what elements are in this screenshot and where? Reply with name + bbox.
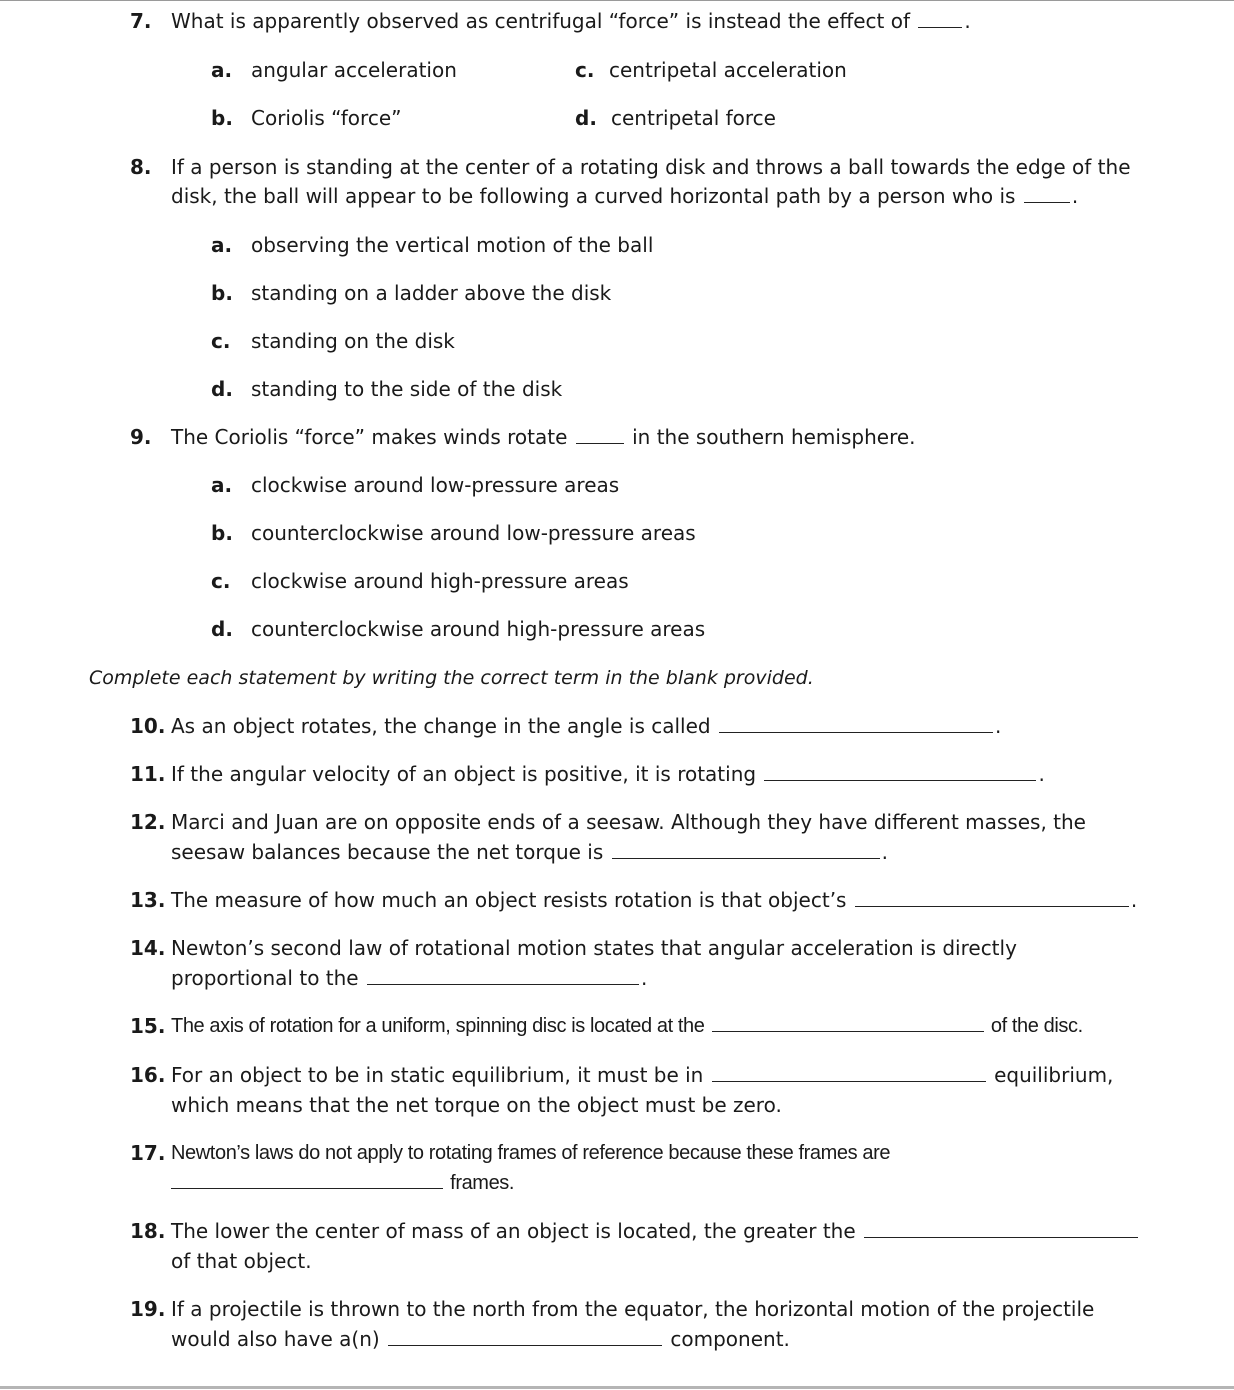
period: . [1038, 762, 1045, 786]
q9-option-b-letter: b. [211, 521, 233, 545]
question-8-line-1: If a person is standing at the center of a rotating disk and throws a ball towards the edge of the [171, 155, 1131, 179]
question-12-line-1: Marci and Juan are on opposite ends of a seesaw. Although they have different masses, the [171, 810, 1086, 834]
q8-option-c[interactable]: standing on the disk [251, 329, 455, 353]
question-19-number: 19. [130, 1297, 166, 1321]
q9-option-a[interactable]: clockwise around low-pressure areas [251, 473, 620, 497]
question-7-text [171, 8, 971, 34]
question-16-line-1 [171, 1062, 1113, 1088]
q7-option-b[interactable]: Coriolis “force” [251, 106, 402, 130]
question-15-number: 15. [130, 1014, 166, 1038]
q7-option-a[interactable]: angular acceleration [251, 58, 457, 82]
question-16-number: 16. [130, 1063, 166, 1087]
question-7-stem: What is apparently observed as centrifugal “force” is instead the effect of [171, 9, 910, 33]
period: . [964, 9, 971, 33]
q8-option-b-letter: b. [211, 281, 233, 305]
question-19-after: component. [670, 1327, 790, 1351]
question-18-stem: The lower the center of mass of an object is located, the greater the [171, 1219, 856, 1243]
question-17-line-1: Newton’s laws do not apply to rotating frames of reference because these frames are [171, 1142, 891, 1164]
question-11-text [171, 761, 1045, 787]
question-14-line-2 [171, 965, 647, 991]
question-9-before: The Coriolis “force” makes winds rotate [171, 425, 568, 449]
question-15-blank[interactable] [712, 1013, 984, 1032]
q9-option-c[interactable]: clockwise around high-pressure areas [251, 569, 629, 593]
question-13-blank[interactable] [855, 888, 1129, 907]
q9-option-d[interactable]: counterclockwise around high-pressure areas [251, 617, 706, 641]
period: . [640, 966, 648, 990]
q7-option-c[interactable]: centripetal acceleration [609, 58, 847, 82]
question-17-number: 17. [130, 1141, 166, 1165]
question-9-number: 9. [130, 425, 152, 449]
question-7-number: 7. [130, 9, 152, 33]
question-13-text [171, 887, 1137, 913]
section-instructions: Complete each statement by writing the correct term in the blank provided. [89, 667, 814, 689]
question-14-line-1: Newton’s second law of rotational motion states that angular acceleration is directly [171, 936, 1017, 960]
question-10-blank[interactable] [719, 714, 993, 733]
question-7-blank[interactable] [918, 9, 962, 28]
question-10-number: 10. [130, 714, 166, 738]
q7-option-b-letter: b. [211, 106, 233, 130]
question-11-blank[interactable] [764, 762, 1036, 781]
period: . [1130, 888, 1138, 912]
question-9-after: in the southern hemisphere. [632, 425, 916, 449]
question-18-number: 18. [130, 1219, 166, 1243]
question-19-line-2 [171, 1326, 790, 1352]
q8-option-d-letter: d. [211, 377, 233, 401]
question-14-number: 14. [130, 936, 166, 960]
question-19-blank[interactable] [388, 1327, 662, 1346]
q7-option-a-letter: a. [211, 58, 233, 82]
question-16-after: equilibrium, [994, 1063, 1114, 1087]
question-19-before: would also have a(n) [171, 1327, 380, 1351]
question-8-blank[interactable] [1024, 184, 1070, 203]
question-15-text [171, 1013, 1083, 1039]
question-11-number: 11. [130, 762, 166, 786]
q7-option-d[interactable]: centripetal force [611, 106, 776, 130]
question-9-text [171, 424, 916, 450]
q7-option-d-letter: d. [575, 106, 597, 130]
question-10-text [171, 713, 1001, 739]
q7-option-c-letter: c. [575, 58, 595, 82]
period: . [1071, 184, 1079, 208]
question-12-line-2 [171, 839, 888, 865]
question-17-after: frames. [450, 1172, 515, 1194]
question-18-blank[interactable] [864, 1219, 1138, 1238]
question-14-blank[interactable] [367, 966, 639, 985]
question-8-line-2-text: disk, the ball will appear to be following a curved horizontal path by a person who is [171, 184, 1016, 208]
q8-option-a-letter: a. [211, 233, 233, 257]
question-17-line-2 [171, 1170, 514, 1196]
top-border [0, 0, 1234, 1]
q8-option-b[interactable]: standing on a ladder above the disk [251, 281, 612, 305]
question-15-before: The axis of rotation for a uniform, spinning disc is located at the [171, 1015, 705, 1037]
question-13-stem: The measure of how much an object resists rotation is that object’s [171, 888, 847, 912]
question-16-before: For an object to be in static equilibrium, it must be in [171, 1063, 704, 1087]
question-10-stem: As an object rotates, the change in the angle is called [171, 714, 711, 738]
q8-option-a[interactable]: observing the vertical motion of the ball [251, 233, 654, 257]
period: . [994, 714, 1002, 738]
question-17-blank[interactable] [171, 1170, 443, 1189]
question-12-number: 12. [130, 810, 166, 834]
q9-option-c-letter: c. [211, 569, 231, 593]
question-12-line-2-text: seesaw balances because the net torque is [171, 840, 604, 864]
question-18-line-2: of that object. [171, 1249, 312, 1273]
question-16-line-2: which means that the net torque on the object must be zero. [171, 1093, 782, 1117]
period: . [881, 840, 888, 864]
question-18-line-1 [171, 1218, 1140, 1244]
question-19-line-1: If a projectile is thrown to the north from the equator, the horizontal motion of the projectile [171, 1297, 1095, 1321]
bottom-border [0, 1386, 1234, 1389]
q9-option-d-letter: d. [211, 617, 233, 641]
question-15-after: of the disc. [990, 1015, 1083, 1037]
question-8-line-2 [171, 183, 1078, 209]
q9-option-a-letter: a. [211, 473, 233, 497]
q8-option-c-letter: c. [211, 329, 231, 353]
question-13-number: 13. [130, 888, 166, 912]
q9-option-b[interactable]: counterclockwise around low-pressure areas [251, 521, 696, 545]
question-8-number: 8. [130, 155, 152, 179]
question-9-blank[interactable] [576, 425, 624, 444]
question-11-stem: If the angular velocity of an object is positive, it is rotating [171, 762, 757, 786]
question-12-blank[interactable] [612, 840, 880, 859]
q8-option-d[interactable]: standing to the side of the disk [251, 377, 563, 401]
question-14-line-2-text: proportional to the [171, 966, 359, 990]
question-16-blank[interactable] [712, 1063, 986, 1082]
